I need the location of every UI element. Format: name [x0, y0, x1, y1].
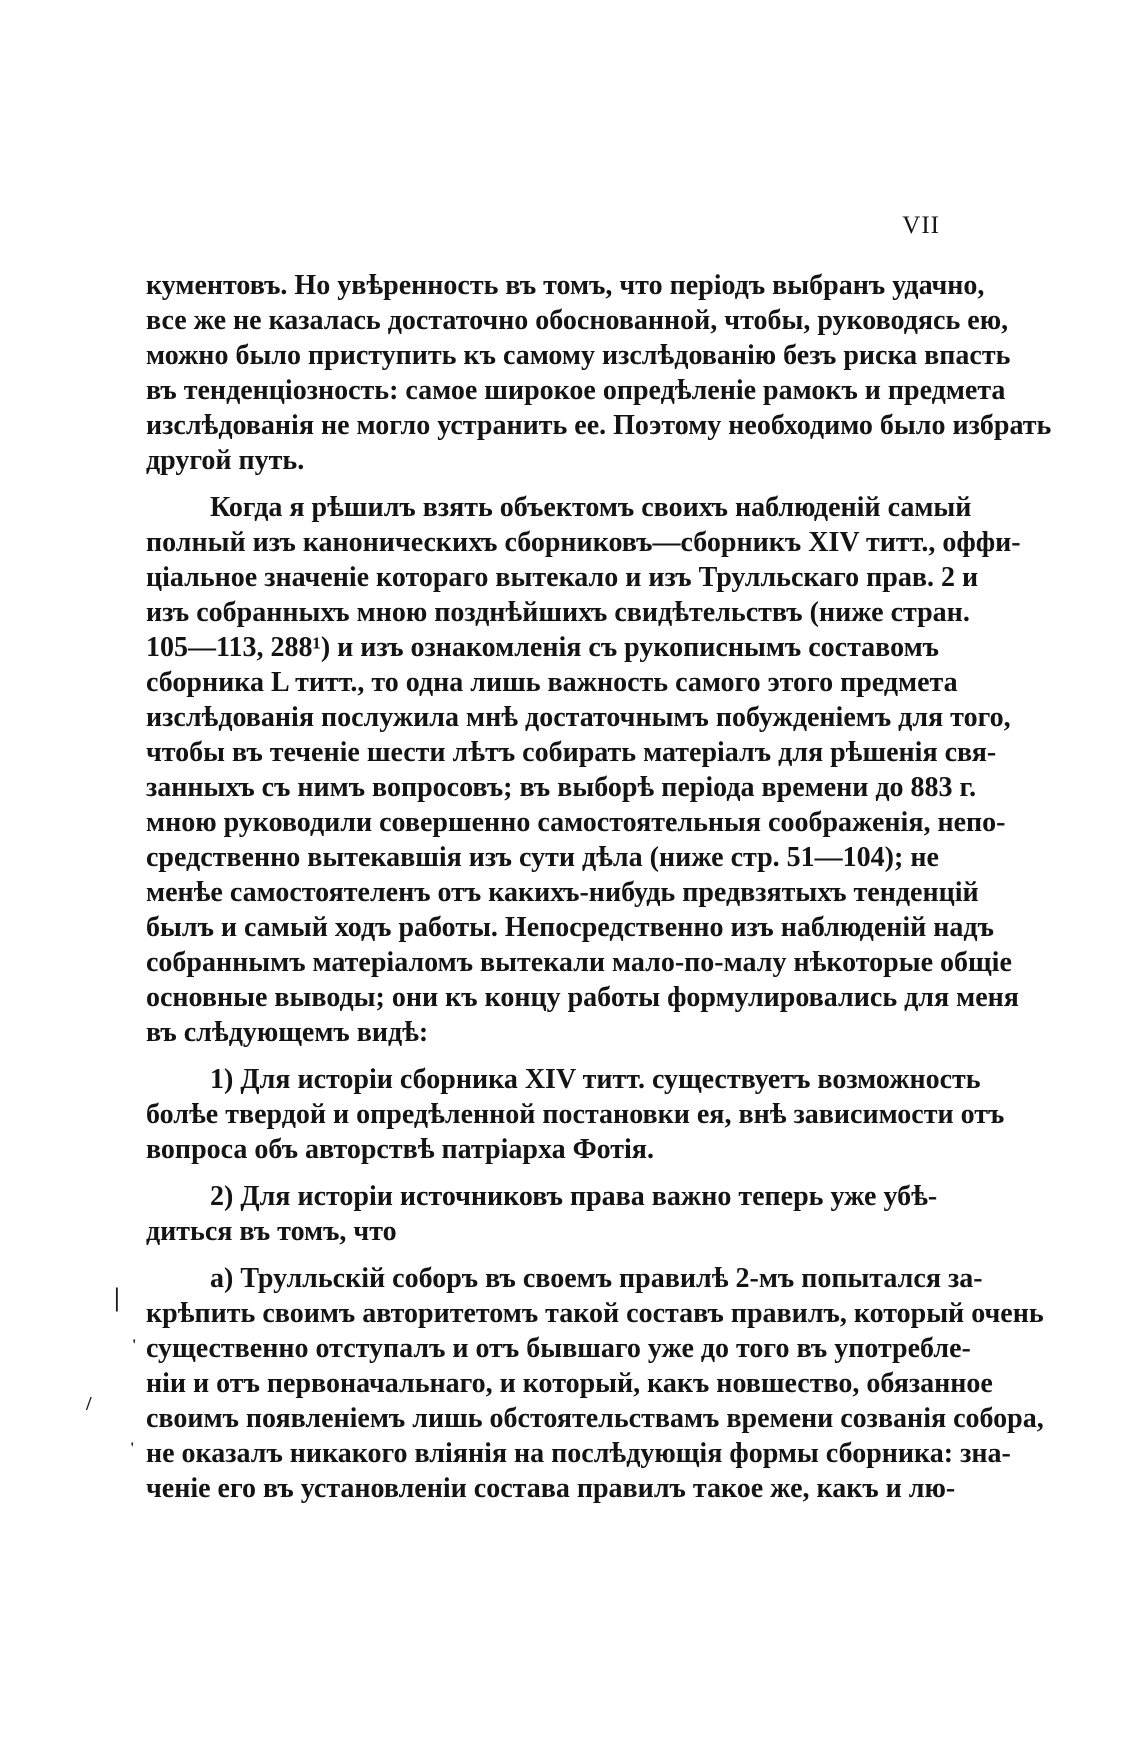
paragraph-5	[146, 1261, 1044, 1506]
text-line: полный изъ каноническихъ сборниковъ—сборникъ XIV титт., оффи-	[146, 527, 1021, 558]
text-line: диться въ томъ, что	[146, 1216, 397, 1247]
text-line: собраннымъ матеріаломъ вытекали мало-по-малу нѣкоторые общіе	[146, 947, 1012, 978]
text-line: Когда я рѣшилъ взять объектомъ своихъ наблюденій самый	[210, 492, 972, 523]
body-text	[146, 268, 1052, 1506]
text-line: своимъ появленіемъ лишь обстоятельствамъ времени созванія собора,	[146, 1403, 1044, 1434]
text-line: средственно вытекавшія изъ сути дѣла (ниже стр. 51—104); не	[146, 842, 939, 873]
text-line: существенно отступалъ и отъ бывшаго уже до того въ употребле-	[146, 1333, 971, 1364]
paragraph-1	[146, 268, 1052, 478]
text-line: ченіе его въ установленіи состава правилъ такое же, какъ и лю-	[146, 1473, 956, 1504]
page-number: VII	[902, 212, 940, 239]
margin-mark: |	[114, 1283, 120, 1312]
text-line: 2) Для исторіи источниковъ права важно теперь уже убѣ-	[210, 1181, 938, 1212]
text-line: сборника L титт., то одна лишь важность самого этого предмета	[146, 667, 958, 698]
text-line: 1) Для исторіи сборника XIV титт. существуетъ возможность	[210, 1064, 981, 1095]
text-line: изъ собранныхъ мною позднѣйшихъ свидѣтельствъ (ниже стран.	[146, 597, 970, 628]
text-line: мною руководили совершенно самостоятельныя соображенія, непо-	[146, 807, 1006, 838]
margin-mark: /	[86, 1393, 92, 1415]
text-line: можно было приступить къ самому изслѣдованію безъ риска впасть	[146, 340, 1011, 371]
text-line: ніи и отъ первоначальнаго, и который, какъ новшество, обязанное	[146, 1368, 993, 1399]
text-line: ціальное значеніе котораго вытекало и изъ Трулльскаго прав. 2 и	[146, 562, 979, 593]
text-line: въ тенденціозность: самое широкое опредѣленіе рамокъ и предмета	[146, 375, 1006, 406]
text-line: въ слѣдующемъ видѣ:	[146, 1017, 429, 1048]
text-line: основные выводы; они къ концу работы формулировались для меня	[146, 982, 1019, 1013]
text-line: чтобы въ теченіе шести лѣтъ собирать матеріалъ для рѣшенія свя-	[146, 737, 997, 768]
text-line: крѣпить своимъ авторитетомъ такой составъ правилъ, который очень	[146, 1298, 1044, 1329]
margin-mark: '	[132, 1337, 137, 1354]
text-line: 105—113, 288¹) и изъ ознакомленія съ рукописнымъ составомъ	[146, 632, 939, 663]
margin-mark: '	[130, 1440, 135, 1457]
text-line: менѣе самостоятеленъ отъ какихъ-нибудь предвзятыхъ тенденцій	[146, 877, 979, 908]
paragraph-2	[146, 490, 1021, 1050]
text-line: изслѣдованія послужила мнѣ достаточнымъ побужденіемъ для того,	[146, 702, 1011, 733]
text-line: былъ и самый ходъ работы. Непосредственно изъ наблюденій надъ	[146, 912, 994, 943]
paragraph-4	[146, 1179, 936, 1249]
text-line: занныхъ съ нимъ вопросовъ; въ выборѣ періода времени до 883 г.	[146, 772, 977, 803]
text-line: изслѣдованія не могло устранить ее. Поэтому необходимо было избрать	[146, 410, 1052, 441]
text-line: другой путь.	[146, 445, 305, 476]
text-line: все же не казалась достаточно обоснованной, чтобы, руководясь ею,	[146, 305, 1009, 336]
text-line: не оказалъ никакого вліянія на послѣдующія формы сборника: зна-	[146, 1438, 1011, 1469]
text-line: а) Трулльскій соборъ въ своемъ правилѣ 2-мъ попытался за-	[210, 1263, 983, 1294]
text-line: болѣе твердой и опредѣленной постановки ея, внѣ зависимости отъ	[146, 1099, 1005, 1130]
paragraph-3	[146, 1062, 1005, 1167]
text-line: вопроса объ авторствѣ патріарха Фотія.	[146, 1134, 654, 1165]
text-line: кументовъ. Но увѣренность въ томъ, что періодъ выбранъ удачно,	[146, 270, 985, 301]
